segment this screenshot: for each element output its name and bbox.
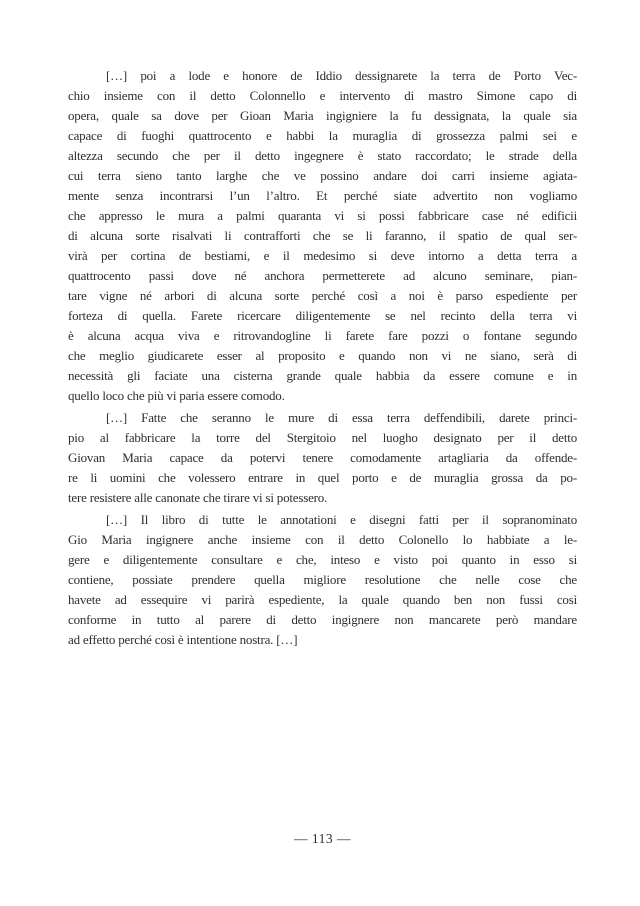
text-line: havete ad essequire vi parirà espediente, la quale quando ben non fussi così [68, 592, 577, 607]
text-block [68, 66, 577, 652]
text-line: cui terra sieno tanto larghe che ve possino andare doi carri insieme agiata- [68, 168, 577, 183]
text-line: forteza di quella. Farete ricercare diligentemente se nel recinto della terra vi [68, 308, 577, 323]
text-line: capace di fuoghi quattrocento e habbi la muraglia di grossezza palmi sei e [68, 128, 577, 143]
text-line: Giovan Maria capace da potervi tenere comodamente artagliaria da offende- [68, 450, 577, 465]
text-line: mente senza incontrarsi l’un l’altro. Et perché siate advertito non vogliamo [68, 188, 577, 203]
text-line: pio al fabbricare la torre del Stergitoio nel luogho designato per il detto [68, 430, 577, 445]
text-line: Gio Maria ingignere anche insieme con il detto Colonello lo habbiate a le- [68, 532, 577, 547]
paragraph [68, 510, 577, 650]
text-line: opera, quale sa dove per Gioan Maria ingigniere la fu dessignata, la quale sia [68, 108, 577, 123]
paragraph [68, 408, 577, 508]
text-line: chio insieme con il detto Colonnello e intervento di mastro Simone capo di [68, 88, 577, 103]
text-line: di alcuna sorte risalvati li contrafforti che se li faranno, il spatio de qual ser- [68, 228, 577, 243]
text-line: necessità gli faciate una cisterna grande quale habbia da essere comune e in [68, 368, 577, 383]
text-line: […] Il libro di tutte le annotationi e disegni fatti per il sopranominato [106, 512, 577, 527]
text-line: tere resistere alle canonate che tirare vi si potessero. [68, 490, 328, 505]
text-line: altezza secundo che per il detto ingegnere è stato raccordato; le strade della [68, 148, 577, 163]
text-line: contiene, possiate prendere quella migliore resolutione che nelle cose che [68, 572, 577, 587]
text-line: […] Fatte che seranno le mure di essa terra deffendibili, darete princi- [106, 410, 577, 425]
text-line: quattrocento passi dove né anchora permetterete ad alcuno seminare, pian- [68, 268, 577, 283]
text-line: […] poi a lode e honore de Iddio dessignarete la terra de Porto Vec- [106, 68, 577, 83]
text-line: è alcuna acqua viva e ritrovandogline li farete fare pozzi o fontane segundo [68, 328, 577, 343]
text-line: quello loco che più vi paria essere comodo. [68, 388, 285, 403]
text-line: conforme in tutto al parere di detto ingignere non mancarete però mandare [68, 612, 577, 627]
text-line: gere e diligentemente consultare e che, inteso e visto poi quanto in esso si [68, 552, 577, 567]
text-line: che meglio giudicarete esser al proposito e quando non vi ne siano, serà di [68, 348, 577, 363]
text-line: virà per cortina de bestiami, e il medesimo si deve intorno a detta terra a [68, 248, 577, 263]
text-line: ad effetto perché così è intentione nostra. […] [68, 632, 298, 647]
text-line: re li uomini che volessero entrare in quel porto e de muraglia grossa da po- [68, 470, 577, 485]
page-number: — 113 — [294, 831, 351, 846]
text-line: tare vigne né arbori di alcuna sorte perché così a noi è parso espediente per [68, 288, 577, 303]
paragraph [68, 66, 577, 406]
text-line: che appresso le mura a palmi quaranta vi si possi fabbricare case né edificii [68, 208, 577, 223]
